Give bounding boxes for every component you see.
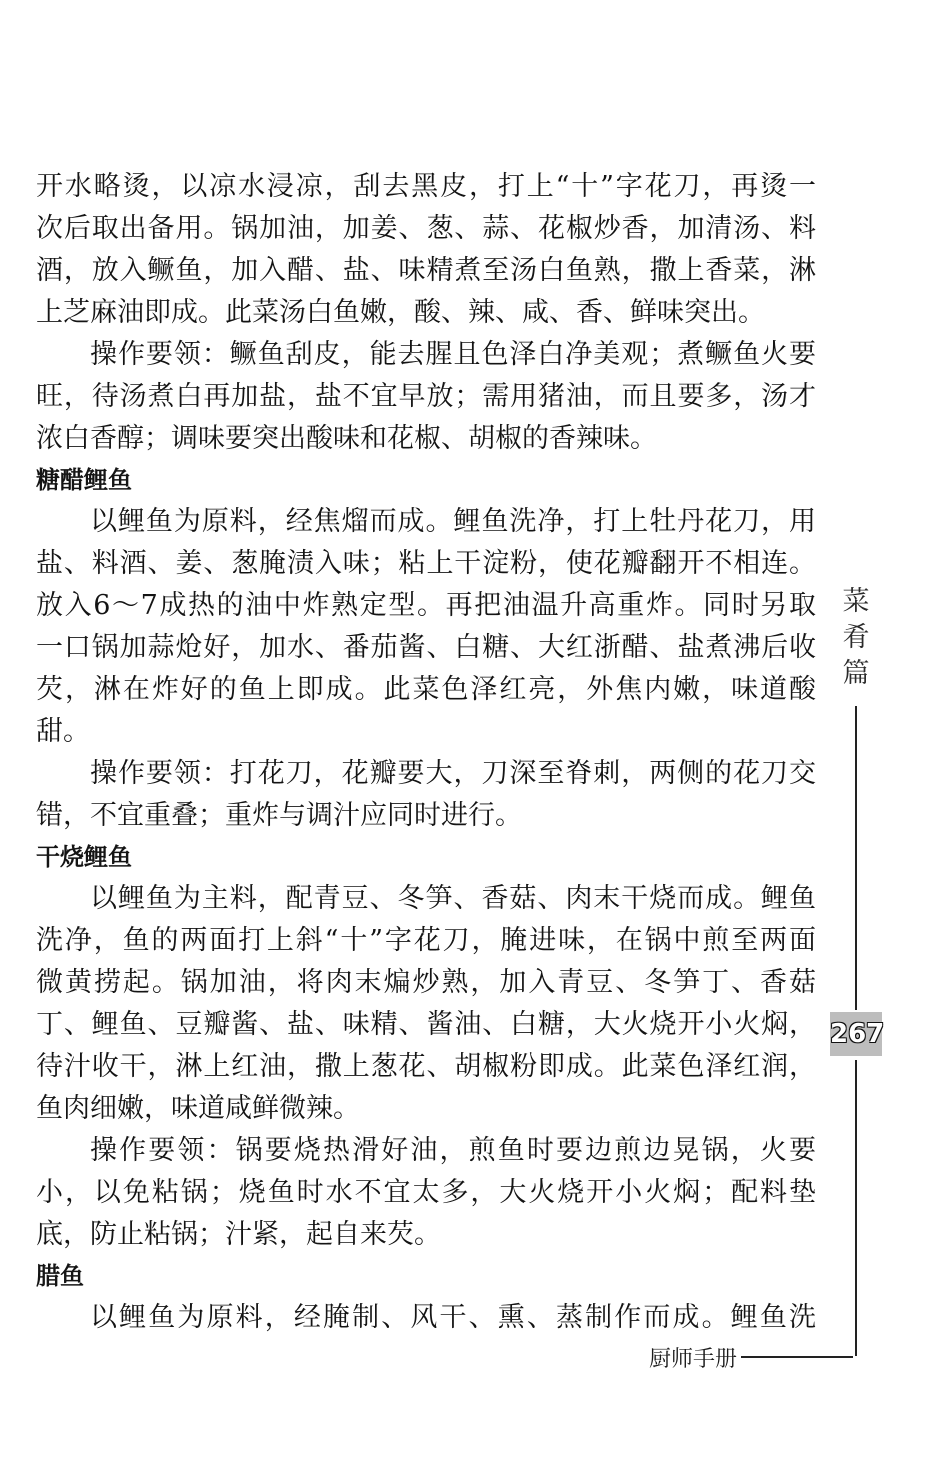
margin-rule-lower — [855, 1060, 857, 1356]
tips-line: 底，防止粘锅；汁紧，起自来芡。 — [36, 1219, 441, 1250]
body-line: 以鲤鱼为原料，经焦熘而成。鲤鱼洗净，打上牡丹花刀，用 — [90, 506, 816, 537]
body-line: 丁、鲤鱼、豆瓣酱、盐、味精、酱油、白糖，大火烧开小火焖， — [36, 1009, 816, 1040]
section-tab — [836, 584, 876, 692]
body-line: 洗净，鱼的两面打上斜“十”字花刀，腌进味，在锅中煎至两面 — [36, 925, 816, 956]
recipe-title: 干烧鲤鱼 — [36, 843, 132, 871]
body-line: 次后取出备用。锅加油，加姜、葱、蒜、花椒炒香，加清汤、料 — [36, 213, 816, 244]
body-line: 盐、料酒、姜、葱腌渍入味；粘上干淀粉，使花瓣翻开不相连。 — [36, 548, 816, 579]
section-tab-char: 肴 — [842, 622, 870, 653]
body-line: 以鲤鱼为主料，配青豆、冬笋、香菇、肉末干烧而成。鲤鱼 — [90, 883, 816, 914]
body-line: 酒，放入鳜鱼，加入醋、盐、味精煮至汤白鱼熟，撒上香菜，淋 — [36, 255, 816, 286]
page-number: 267 — [830, 1012, 882, 1056]
recipe-title: 糖醋鲤鱼 — [36, 466, 132, 494]
body-line: 芡，淋在炸好的鱼上即成。此菜色泽红亮，外焦内嫩，味道酸 — [36, 674, 816, 705]
page-footer — [649, 1342, 853, 1372]
body-line: 以鲤鱼为原料，经腌制、风干、熏、蒸制作而成。鲤鱼洗 — [90, 1302, 816, 1333]
body-line: 上芝麻油即成。此菜汤白鱼嫩，酸、辣、咸、香、鲜味突出。 — [36, 297, 765, 328]
body-line: 微黄捞起。锅加油，将肉末煸炒熟，加入青豆、冬笋丁、香菇 — [36, 967, 816, 998]
body-line: 鱼肉细嫩，味道咸鲜微辣。 — [36, 1093, 360, 1124]
footer-rule — [741, 1356, 853, 1358]
text-column — [36, 166, 816, 1339]
section-tab-char: 篇 — [842, 658, 870, 689]
body-line: 一口锅加蒜炝好，加水、番茄酱、白糖、大红浙醋、盐煮沸后收 — [36, 632, 816, 663]
tips-line: 旺，待汤煮白再加盐，盐不宜早放；需用猪油，而且要多，汤才 — [36, 381, 816, 412]
body-line: 放入6～7成热的油中炸熟定型。再把油温升高重炸。同时另取 — [36, 590, 816, 621]
tips-line: 错，不宜重叠；重炸与调汁应同时进行。 — [36, 800, 522, 831]
tips-line: 操作要领：锅要烧热滑好油，煎鱼时要边煎边晃锅，火要 — [90, 1135, 816, 1166]
tips-line: 操作要领：鳜鱼刮皮，能去腥且色泽白净美观；煮鳜鱼火要 — [90, 339, 816, 370]
book-title: 厨师手册 — [649, 1346, 738, 1372]
margin-rule-upper — [855, 706, 857, 1010]
recipe-title: 腊鱼 — [36, 1262, 84, 1290]
tips-line: 操作要领：打花刀，花瓣要大，刀深至脊刺，两侧的花刀交 — [90, 758, 816, 789]
tips-line: 小，以免粘锅；烧鱼时水不宜太多，大火烧开小火焖；配料垫 — [36, 1177, 816, 1208]
tips-line: 浓白香醇；调味要突出酸味和花椒、胡椒的香辣味。 — [36, 423, 657, 454]
body-line: 待汁收干，淋上红油，撒上葱花、胡椒粉即成。此菜色泽红润， — [36, 1051, 816, 1082]
body-line: 甜。 — [36, 716, 90, 747]
section-tab-char: 菜 — [842, 586, 870, 617]
body-line: 开水略烫，以凉水浸凉，刮去黑皮，打上“十”字花刀，再烫一 — [36, 171, 816, 202]
